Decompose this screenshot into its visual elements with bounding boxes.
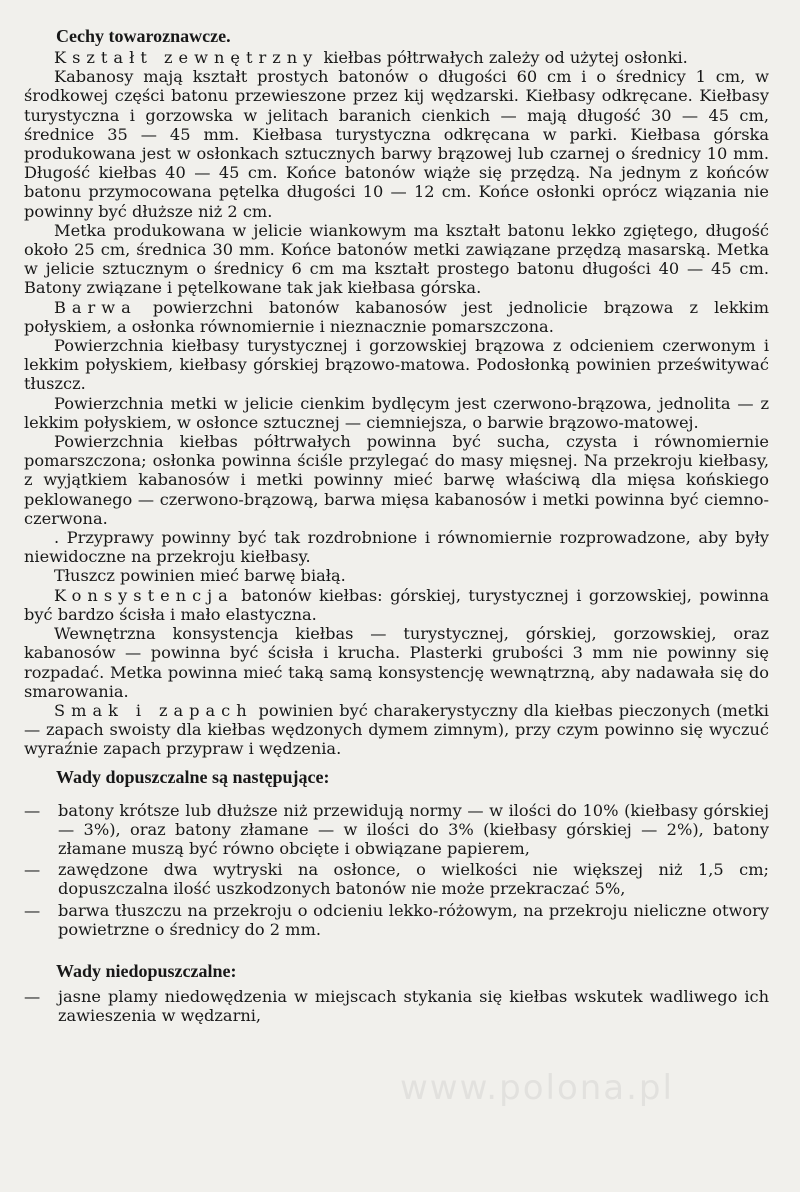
list-item: — batony krótsze lub dłuższe niż przewidują normy — w ilości do 10% (kiełbasy górskiej — 3%), oraz batony złamane — w ilości do 3% (kiełbasy górskiej — 2%), batony złamane muszą być równo obcięte i obwiązane papierem, [24, 801, 769, 859]
paragraph-text: Metka produkowana w jelicie wiankowym ma kształt batonu lekko zgiętego, długość około 25 cm, średnica 30 mm. Końce batonów metki zawiązane przędzą masarską. Metka w jelicie sztucznym o średnicy 6 cm ma kształt prostego batonu długości 40 — 45 cm. Batony związane i pętelkowane tak jak kiełbasa górska. [24, 220, 769, 298]
paragraph [24, 701, 769, 759]
paragraph-text: Powierzchnia metki w jelicie cienkim bydlęcym jest czerwono-brązowa, jednolita — z lekkim połyskiem, w osłonce sztucznej — ciemniejsza, o barwie brązowo-matowej. [24, 393, 769, 432]
spaced-lead-term: Kształt zewnętrzny [54, 48, 319, 67]
paragraph [24, 624, 769, 701]
paragraph [24, 67, 769, 221]
paragraph-text: powierzchni batonów kabanosów jest jednolicie brązowa z lekkim połyskiem, a osłonka równomiernie i nieznacznie pomarszczona. [24, 297, 769, 336]
paragraph [24, 48, 769, 67]
paragraph [24, 528, 769, 566]
paragraph-text: kiełbas półtrwałych zależy od użytej osłonki. [318, 48, 688, 67]
paragraph-text: Kabanosy mają kształt prostych batonów o długości 60 cm i o średnicy 1 cm, w środkowej części batonu przewieszone przez kij wędzarski. Kiełbasy odkręcane. Kiełbasy turystyczna i gorzowska w jelitach baranich cienkich — mają długość 30 — 45 cm, średnice 35 — 45 mm. Kiełbasa turystyczna odkręcana w parki. Kiełbasa górska produkowana jest w osłonkach sztucznych barwy brązowej lub czarnej o średnicy 10 mm. Długość kiełbas 40 — 45 cm. Końce batonów wiąże się przędzą. Na jednym z końców batonu przymocowana pętelka długości 10 — 12 cm. Końce osłonki oprócz wiązania nie powinny być dłuższe niż 2 cm. [24, 67, 769, 221]
paragraph-text: Powierzchnia kiełbasy turystycznej i gorzowskiej brązowa z odcieniem czerwonym i lekkim połyskiem, kiełbasy górskiej brązowo-matowa. Podosłonką powinien prześwitywać tłuszcz. [24, 336, 769, 394]
paragraph [24, 298, 769, 336]
paragraph [24, 566, 769, 585]
paragraph-text: Powierzchnia kiełbas półtrwałych powinna być sucha, czysta i równomiernie pomarszczona; osłonka powinna ściśle przylegać do masy mięsnej. Na przekroju kiełbasy, z wyjątkiem kabanosów i metki powinny mieć barwę właściwą dla mięsa końskiego peklowanego — czerwono-brązową, barwa mięsa kabanosów i metki powinna być ciemno-czerwona. [24, 432, 769, 528]
paragraph-text: Tłuszcz powinien mieć barwę białą. [54, 566, 346, 586]
paragraph [24, 221, 769, 298]
spaced-lead-term: Smak i zapach [54, 700, 253, 720]
document-page [24, 20, 769, 1027]
paragraph [24, 432, 769, 528]
watermark: www.polona.pl [400, 1068, 674, 1108]
list-item: — zawędzone dwa wytryski na osłonce, o wielkości nie większej niż 1,5 cm; dopuszczalna ilość uszkodzonych batonów nie może przekraczać 5%, [24, 860, 769, 898]
section-heading-wady-dopuszczalne: Wady dopuszczalne są następujące: [56, 766, 330, 787]
paragraph-text: Wewnętrzna konsystencja kiełbas — turystycznej, górskiej, gorzowskiej, oraz kabanosów — powinna być ścisła i krucha. Plasterki grubości 3 mm nie powinny się rozpadać. Metka powinna mieć taką samą konsystencję wewnątrzną, aby nadawała się do smarowania. [24, 624, 769, 701]
section-heading-wady-niedopuszczalne: Wady niedopuszczalne: [56, 960, 237, 981]
list-item: — barwa tłuszczu na przekroju o odcieniu lekko-różowym, na przekroju nieliczne otwory powietrzne o średnicy do 2 mm. [24, 901, 769, 939]
paragraph-text: powinien być charakerystyczny dla kiełbas pieczonych (metki — zapach swoisty dla kiełbas wędzonych dymem zimnym), przy czym powinno się wyczuć wyraźnie zapach przypraw i wędzenia. [24, 700, 769, 759]
section-heading-cechy: Cechy towaroznawcze. [56, 26, 231, 46]
unacceptable-defects-list [24, 987, 769, 1025]
paragraph [24, 394, 769, 432]
acceptable-defects-list [24, 801, 769, 939]
spaced-lead-term: Barwa [54, 297, 137, 317]
paragraph [24, 336, 769, 394]
paragraph [24, 586, 769, 624]
spaced-lead-term: Konsystencja [54, 585, 234, 605]
list-item: — jasne plamy niedowędzenia w miejscach stykania się kiełbas wskutek wadliwego ich zawieszenia w wędzarni, [24, 987, 769, 1025]
paragraph-text: batonów kiełbas: górskiej, turystycznej i gorzowskiej, powinna być bardzo ścisła i mało elastyczna. [24, 585, 769, 624]
paragraph-text: . Przyprawy powinny być tak rozdrobnione i równomiernie rozprowadzone, aby były niewidoczne na przekroju kiełbasy. [24, 528, 769, 567]
paragraph-list [24, 48, 769, 759]
